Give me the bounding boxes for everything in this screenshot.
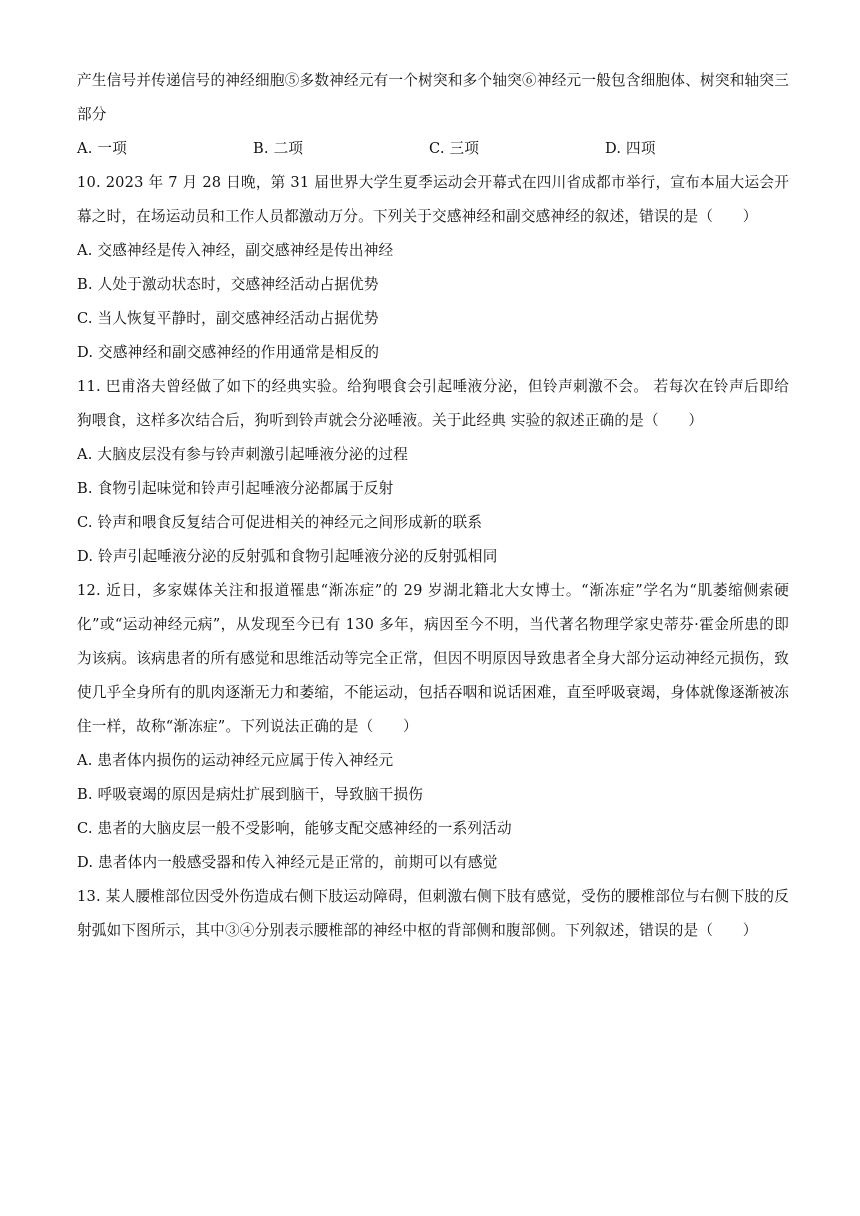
q9-options <box>77 132 789 166</box>
q9-continuation: 产生信号并传递信号的神经细胞⑤多数神经元有一个树突和多个轴突⑥神经元一般包含细胞体、树突和轴突三部分 <box>77 72 789 123</box>
q12-stem: 12. 近日，多家媒体关注和报道罹患“渐冻症”的 29 岁湖北籍北大女博士。“渐冻症”学名为“肌萎缩侧索硬化”或“运动神经元病”，从发现至今已有 130 多年，病因至今不明，当代著名物理学家史蒂芬·霍金所患的即为该病。该病患者的所有感觉和思维活动等完全正常，但因不明原因导致患者全身大部分运动神经元损伤，致使几乎全身所有的肌肉逐渐无力和萎缩，不能运动，包括吞咽和说话困难，直至呼吸衰竭，身体就像逐渐被冻住一样，故称“渐冻症”。下列说法正确的是（ ） <box>77 582 789 735</box>
q10-stem: 10. 2023 年 7 月 28 日晚，第 31 届世界大学生夏季运动会开幕式在四川省成都市举行，宣布本届大运会开幕之时，在场运动员和工作人员都激动万分。下列关于交感神经和副交感神经的叙述，错误的是（ ） <box>77 174 789 225</box>
q13-stem: 13. 某人腰椎部位因受外伤造成右侧下肢运动障碍，但刺激右侧下肢有感觉，受伤的腰椎部位与右侧下肢的反射弧如下图所示，其中③④分别表示腰椎部的神经中枢的背部侧和腹部侧。下列叙述，错误的是（ ） <box>77 888 789 939</box>
q11-option-a: A. 大脑皮层没有参与铃声刺激引起唾液分泌的过程 <box>77 446 409 463</box>
q10-option-b: B. 人处于激动状态时，交感神经活动占据优势 <box>77 276 379 293</box>
q12-option-a: A. 患者体内损伤的运动神经元应属于传入神经元 <box>77 752 394 769</box>
q11-stem: 11. 巴甫洛夫曾经做了如下的经典实验。给狗喂食会引起唾液分泌，但铃声刺激不会。 若每次在铃声后即给狗喂食，这样多次结合后，狗听到铃声就会分泌唾液。关于此经典 实验的叙述正确的是（ ） <box>77 378 789 429</box>
q10-option-d: D. 交感神经和副交感神经的作用通常是相反的 <box>77 344 380 361</box>
q9-option-c: C. 三项 <box>429 140 480 157</box>
q9-option-a: A. 一项 <box>77 140 128 157</box>
page-content <box>77 64 789 948</box>
q10-option-a: A. 交感神经是传入神经，副交感神经是传出神经 <box>77 242 394 259</box>
q9-option-b: B. 二项 <box>253 140 304 157</box>
q11-option-b: B. 食物引起味觉和铃声引起唾液分泌都属于反射 <box>77 480 394 497</box>
q10-option-c: C. 当人恢复平静时，副交感神经活动占据优势 <box>77 310 379 327</box>
q9-option-d: D. 四项 <box>605 140 656 157</box>
q12-option-b: B. 呼吸衰竭的原因是病灶扩展到脑干，导致脑干损伤 <box>77 786 424 803</box>
q12-option-d: D. 患者体内一般感受器和传入神经元是正常的，前期可以有感觉 <box>77 854 498 871</box>
q11-option-c: C. 铃声和喂食反复结合可促进相关的神经元之间形成新的联系 <box>77 514 483 531</box>
q11-option-d: D. 铃声引起唾液分泌的反射弧和食物引起唾液分泌的反射弧相同 <box>77 548 498 565</box>
q12-option-c: C. 患者的大脑皮层一般不受影响，能够支配交感神经的一系列活动 <box>77 820 512 837</box>
